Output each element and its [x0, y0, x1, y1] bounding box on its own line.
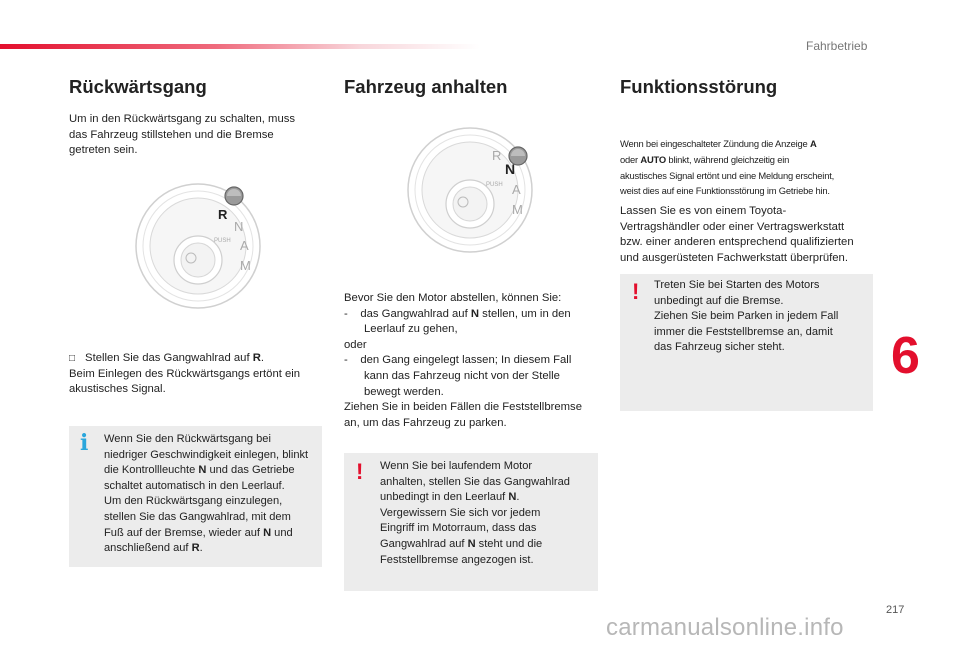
warning-line: anhalten, stellen Sie das Gangwahlrad [380, 475, 570, 488]
warning-line: Ziehen Sie beim Parken in jedem Fall [654, 310, 839, 323]
square-bullet-icon: □ [69, 353, 76, 364]
middle-line: oder [344, 338, 367, 351]
dial-label-m: M [512, 202, 523, 217]
watermark: carmanualsonline.info [606, 614, 844, 641]
middle-line: bewegt werden. [364, 385, 444, 398]
text-run: blinkt, während gleichzeitig ein [665, 153, 790, 165]
text-run: . [516, 491, 520, 504]
gear-dial-middle [406, 126, 534, 254]
text-run-bold: R [191, 542, 200, 555]
info-line: Um den Rückwärtsgang einzulegen, [104, 495, 283, 508]
dial-label-r: R [492, 148, 502, 163]
text-run: oder [620, 153, 641, 165]
chapter-number: 6 [891, 327, 920, 385]
warning-line: Vergewissern Sie sich vor jedem [380, 506, 541, 519]
right-small-line: akustisches Signal ertönt und eine Meldung erscheint, [620, 169, 835, 181]
text-run-bold: AUTO [640, 153, 666, 165]
dial-label-r: R [218, 207, 228, 222]
dial-label-a: A [512, 182, 521, 197]
middle-line: - den Gang eingelegt lassen; In diesem Fall [344, 354, 572, 367]
text-run-bold: R [252, 352, 261, 364]
left-step [69, 351, 329, 398]
heading-rueckwaertsgang: Rückwärtsgang [69, 76, 207, 97]
warning-line: unbedingt auf die Bremse. [654, 294, 784, 307]
middle-line: Bevor Sie den Motor abstellen, können Sie: [344, 292, 562, 304]
text-run: steht und die [475, 537, 543, 550]
left-step-line: Beim Einlegen des Rückwärtsgangs ertönt ein [69, 367, 301, 380]
dial-push-label: PUSH [486, 182, 503, 188]
warning-icon: ! [356, 459, 364, 484]
text-run: Stellen Sie das Gangwahlrad auf [85, 352, 253, 364]
left-step-line: akustisches Signal. [69, 383, 166, 396]
text-run: Wenn bei eingeschalteter Zündung die Anzeige [620, 138, 810, 149]
warning-box-middle [344, 453, 598, 591]
dial-label-n: N [505, 161, 516, 177]
text-run: anschließend auf [104, 542, 192, 555]
info-icon: i [80, 430, 89, 456]
text-run: . [199, 542, 203, 555]
warning-line: Wenn Sie bei laufendem Motor [380, 460, 533, 472]
chapter-title: Fahrbetrieb [806, 39, 868, 53]
info-line [104, 526, 319, 542]
gear-dial-left [134, 182, 262, 310]
text-run-bold: N [470, 307, 480, 320]
left-intro-line: Um in den Rückwärtsgang zu schalten, muss [69, 113, 296, 125]
text-run-bold: N [508, 491, 517, 504]
text-run: - das Gangwahlrad auf [344, 307, 471, 320]
info-line: niedriger Geschwindigkeit einlegen, blinkt [104, 448, 309, 461]
text-run: stellen, um in den [479, 307, 571, 320]
middle-line: Leerlauf zu gehen, [364, 323, 458, 336]
warning-box-text [654, 278, 869, 356]
text-run: die Kontrollleuchte [104, 464, 199, 477]
text-run: Fuß auf der Bremse, wieder auf [104, 526, 264, 539]
info-line [104, 463, 319, 479]
dial-label-a: A [240, 238, 249, 253]
text-run: und [271, 526, 293, 539]
dial-push-label: PUSH [214, 238, 231, 244]
middle-line [344, 307, 604, 323]
right-small-line: weist dies auf eine Funktionsstörung im Getriebe hin. [620, 185, 830, 197]
warning-icon: ! [632, 279, 640, 304]
info-box-text [104, 432, 319, 557]
warning-line: das Fahrzeug sicher steht. [654, 341, 785, 354]
middle-line: kann das Fahrzeug nicht von der Stelle [364, 369, 560, 382]
middle-line: Ziehen Sie in beiden Fällen die Feststellbremse [344, 401, 582, 414]
info-line: schaltet automatisch in den Leerlauf. [104, 479, 285, 492]
warning-line [380, 537, 595, 553]
text-run-bold: N [467, 537, 476, 550]
dial-label-n: N [234, 219, 244, 234]
text-run: . [260, 352, 265, 364]
info-box-left [69, 426, 322, 567]
left-intro [69, 112, 329, 159]
warning-line: Treten Sie bei Starten des Motors [654, 279, 820, 291]
page-number: 217 [886, 604, 905, 616]
dial-label-m: M [240, 258, 251, 273]
left-step-line [69, 351, 329, 367]
text-run-bold: N [198, 464, 207, 477]
text-run: unbedingt in den Leerlauf [380, 491, 509, 504]
warning-line: Eingriff im Motorraum, dass das [380, 522, 537, 535]
right-small-paragraph [620, 136, 880, 199]
text-run-bold: N [263, 526, 272, 539]
info-line [104, 541, 319, 557]
right-line: und ausgerüsteten Fachwerkstatt überprüfen. [620, 251, 848, 264]
warning-line [380, 490, 595, 506]
middle-line: an, um das Fahrzeug zu parken. [344, 416, 507, 429]
warning-box-right [620, 274, 873, 411]
warning-line: immer die Feststellbremse an, damit [654, 325, 833, 338]
text-run: und das Getriebe [206, 464, 295, 477]
text-run-bold: A [809, 138, 817, 149]
right-line: Lassen Sie es von einem Toyota- [620, 205, 787, 217]
right-line: bzw. einer anderen entsprechend qualifizierten [620, 236, 854, 249]
left-intro-line: getreten sein. [69, 144, 138, 157]
info-line: stellen Sie das Gangwahlrad, mit dem [104, 510, 291, 523]
right-line: Vertragshändler oder einer Vertragswerkstatt [620, 220, 845, 233]
heading-fahrzeug-anhalten: Fahrzeug anhalten [344, 76, 508, 97]
right-small-line [620, 152, 880, 168]
right-small-line [620, 136, 880, 152]
middle-paragraph [344, 291, 604, 431]
heading-funktionsstoerung: Funktionsstörung [620, 76, 778, 97]
warning-line: Feststellbremse angezogen ist. [380, 553, 534, 566]
warning-box-text [380, 459, 595, 568]
left-intro-line: das Fahrzeug stillstehen und die Bremse [69, 128, 274, 141]
info-line: Wenn Sie den Rückwärtsgang bei [104, 433, 271, 445]
right-paragraph [620, 204, 880, 266]
header-accent-bar [0, 44, 480, 49]
text-run: Gangwahlrad auf [380, 537, 468, 550]
